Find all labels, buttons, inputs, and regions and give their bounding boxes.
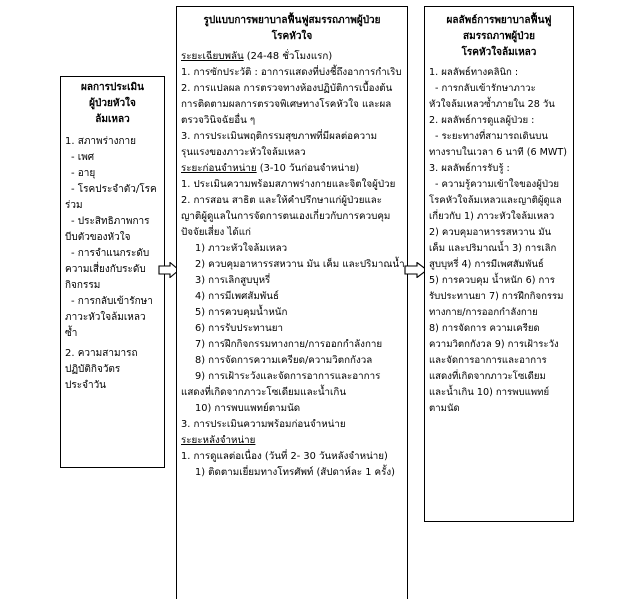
assessment-line: - ประสิทธิภาพการ	[71, 216, 150, 227]
risk-factor-item: 5) การควบคุมน้ำหนัก	[195, 307, 288, 318]
outcome-line: หัวใจล้มเหลวซ้ำภายใน 28 วัน	[429, 99, 555, 110]
outcome-title-line-1: ผลลัพธ์การพยาบาลฟื้นฟู	[446, 15, 552, 26]
outcome-line: 1. ผลลัพธ์ทางคลินิก :	[429, 67, 519, 78]
phase-predischarge-line: ญาติผู้ดูแลในการจัดการตนเองเกี่ยวกับการควบคุม	[181, 211, 391, 222]
outcome-line: 8) การจัดการ ความเครียด	[429, 323, 540, 334]
phase-predischarge-line: 3. การประเมินความพร้อมก่อนจำหน่าย	[181, 419, 346, 430]
assessment-line: - โรคประจำตัว/โรค	[71, 184, 157, 195]
phase-postdischarge-line: 1. การดูแลต่อเนื่อง (วันที่ 2- 30 วันหลังจำหน่าย)	[181, 451, 388, 462]
assessment-line: กิจกรรม	[65, 280, 101, 291]
phase-predischarge-label: ระยะก่อนจำหน่าย	[181, 163, 257, 174]
outcome-line: เกี่ยวกับ 1) ภาวะหัวใจล้มเหลว	[429, 211, 555, 222]
assessment-title-line-1: ผลการประเมิน	[81, 82, 144, 93]
assessment-line: ซ้ำ	[65, 328, 78, 339]
outcome-line: เค็ม และปริมาณน้ำ 3) การเลิก	[429, 243, 557, 254]
phase-acute-line: การติดตามผลการตรวจพิเศษทางโรคหัวใจ และผล	[181, 99, 392, 110]
risk-factor-item: 6) การรับประทานยา	[195, 323, 283, 334]
assessment-line: ร่วม	[65, 200, 83, 211]
assessment-line: - เพศ	[71, 152, 95, 163]
assessment-line: - การกลับเข้ารักษา	[71, 296, 153, 307]
phase-acute-line: 2. การแปลผล การตรวจทางห้องปฏิบัติการเบื้องต้น	[181, 83, 393, 94]
outcome-line: - การกลับเข้ารักษาภาวะ	[435, 83, 536, 94]
assessment-line: ความเสี่ยงกับระดับ	[65, 264, 146, 275]
phase-acute-note: (24-48 ชั่วโมงแรก)	[243, 51, 333, 62]
followup-item: 1) ติดตามเยี่ยมทางโทรศัพท์ (สัปดาห์ละ 1 ครั้ง)	[195, 467, 395, 478]
risk-factor-item-continued: แสดงที่เกิดจากภาวะโซเดียมและน้ำเกิน	[181, 387, 347, 398]
outcome-line: โรคหัวใจล้มเหลวและญาติผู้ดูแล	[429, 195, 562, 206]
assessment-box	[60, 76, 165, 468]
outcome-line: สูบบุหรี่ 4) การมีเพศสัมพันธ์	[429, 259, 544, 270]
phase-predischarge-line: 2. การสอน สาธิต และให้คำปรึกษาแก่ผู้ป่วยและ	[181, 195, 383, 206]
phase-acute-line: 1. การซักประวัติ : อาการแสดงที่บ่งชี้ถึงอาการกำเริบ	[181, 67, 402, 78]
phase-acute-line: รุนแรงของภาวะหัวใจล้มเหลว	[181, 147, 306, 158]
phase-postdischarge-label: ระยะหลังจำหน่าย	[181, 435, 256, 446]
outcome-title-line-3: โรคหัวใจล้มเหลว	[461, 47, 537, 58]
outcome-line: 2) ควบคุมอาหารรสหวาน มัน	[429, 227, 552, 238]
risk-factor-item: 3) การเลิกสูบบุหรี่	[195, 275, 271, 286]
outcome-line: ความวิตกกังวล 9) การเฝ้าระวัง	[429, 339, 559, 350]
outcome-line: และน้ำเกิน 10) การพบแพทย์	[429, 387, 550, 398]
model-title-line-2: โรคหัวใจ	[271, 31, 313, 42]
assessment-line: บีบตัวของหัวใจ	[65, 232, 131, 243]
nursing-model-box	[176, 6, 408, 599]
outcome-line: รับประทานยา 7) การฝึกกิจกรรม	[429, 291, 564, 302]
phase-predischarge-heading	[181, 161, 403, 177]
outcome-line: ทางราบในเวลา 6 นาที (6 MWT)	[429, 147, 567, 158]
risk-factor-item: 10) การพบแพทย์ตามนัด	[195, 403, 301, 414]
assessment-line: ปฏิบัติกิจวัตร	[65, 364, 121, 375]
assessment-line: ประจำวัน	[65, 380, 107, 391]
phase-acute-label: ระยะเฉียบพลัน	[181, 51, 244, 62]
outcome-line: 2. ผลลัพธ์การดูแลผู้ป่วย :	[429, 115, 535, 126]
phase-acute-heading	[181, 49, 403, 65]
outcome-line: และจัดการอาการและอาการ	[429, 355, 547, 366]
assessment-title-line-3: ล้มเหลว	[95, 114, 130, 125]
phase-predischarge-line: ปัจจัยเสี่ยง ได้แก่	[181, 227, 251, 238]
model-title-line-1: รูปแบบการพยาบาลฟื้นฟูสมรรถภาพผู้ป่วย	[203, 15, 381, 26]
outcome-line: - ระยะทางที่สามารถเดินบน	[435, 131, 548, 142]
phase-acute-line: ตรวจวินิจฉัยอื่น ๆ	[181, 115, 256, 126]
risk-factor-item: 2) ควบคุมอาหารรสหวาน มัน เค็ม และปริมาณน้ำ	[195, 259, 405, 270]
outcome-line: - ความรู้ความเข้าใจของผู้ป่วย	[435, 179, 559, 190]
phase-acute-line: 3. การประเมินพฤติกรรมสุขภาพที่มีผลต่อความ	[181, 131, 378, 142]
outcome-line: 5) การควบคุม น้ำหนัก 6) การ	[429, 275, 555, 286]
phase-predischarge-line: 1. ประเมินความพร้อมสภาพร่างกายและจิตใจผู้ป่วย	[181, 179, 396, 190]
outcome-line: ทางกาย/การออกกำลังกาย	[429, 307, 538, 318]
phase-predischarge-note: (3-10 วันก่อนจำหน่าย)	[256, 163, 360, 174]
outcome-title-line-2: สมรรถภาพผู้ป่วย	[463, 31, 535, 42]
risk-factor-item: 9) การเฝ้าระวังและจัดการอาการและอาการ	[195, 371, 381, 382]
risk-factor-item: 7) การฝึกกิจกรรมทางกาย/การออกกำลังกาย	[195, 339, 383, 350]
assessment-line: 1. สภาพร่างกาย	[65, 136, 137, 147]
outcome-line: แสดงที่เกิดจากภาวะโซเดียม	[429, 371, 546, 382]
risk-factor-item: 8) การจัดการความเครียด/ความวิตกกังวล	[195, 355, 373, 366]
outcome-box	[424, 6, 574, 522]
outcome-line: ตามนัด	[429, 403, 460, 414]
outcome-line: 3. ผลลัพธ์การรับรู้ :	[429, 163, 510, 174]
risk-factor-item: 1) ภาวะหัวใจล้มเหลว	[195, 243, 288, 254]
assessment-line: - อายุ	[71, 168, 96, 179]
assessment-line: ภาวะหัวใจล้มเหลว	[65, 312, 146, 323]
assessment-line: - การจำแนกระดับ	[71, 248, 150, 259]
risk-factor-item: 4) การมีเพศสัมพันธ์	[195, 291, 279, 302]
assessment-line: 2. ความสามารถ	[65, 348, 138, 359]
assessment-title-line-2: ผู้ป่วยหัวใจ	[89, 98, 136, 109]
